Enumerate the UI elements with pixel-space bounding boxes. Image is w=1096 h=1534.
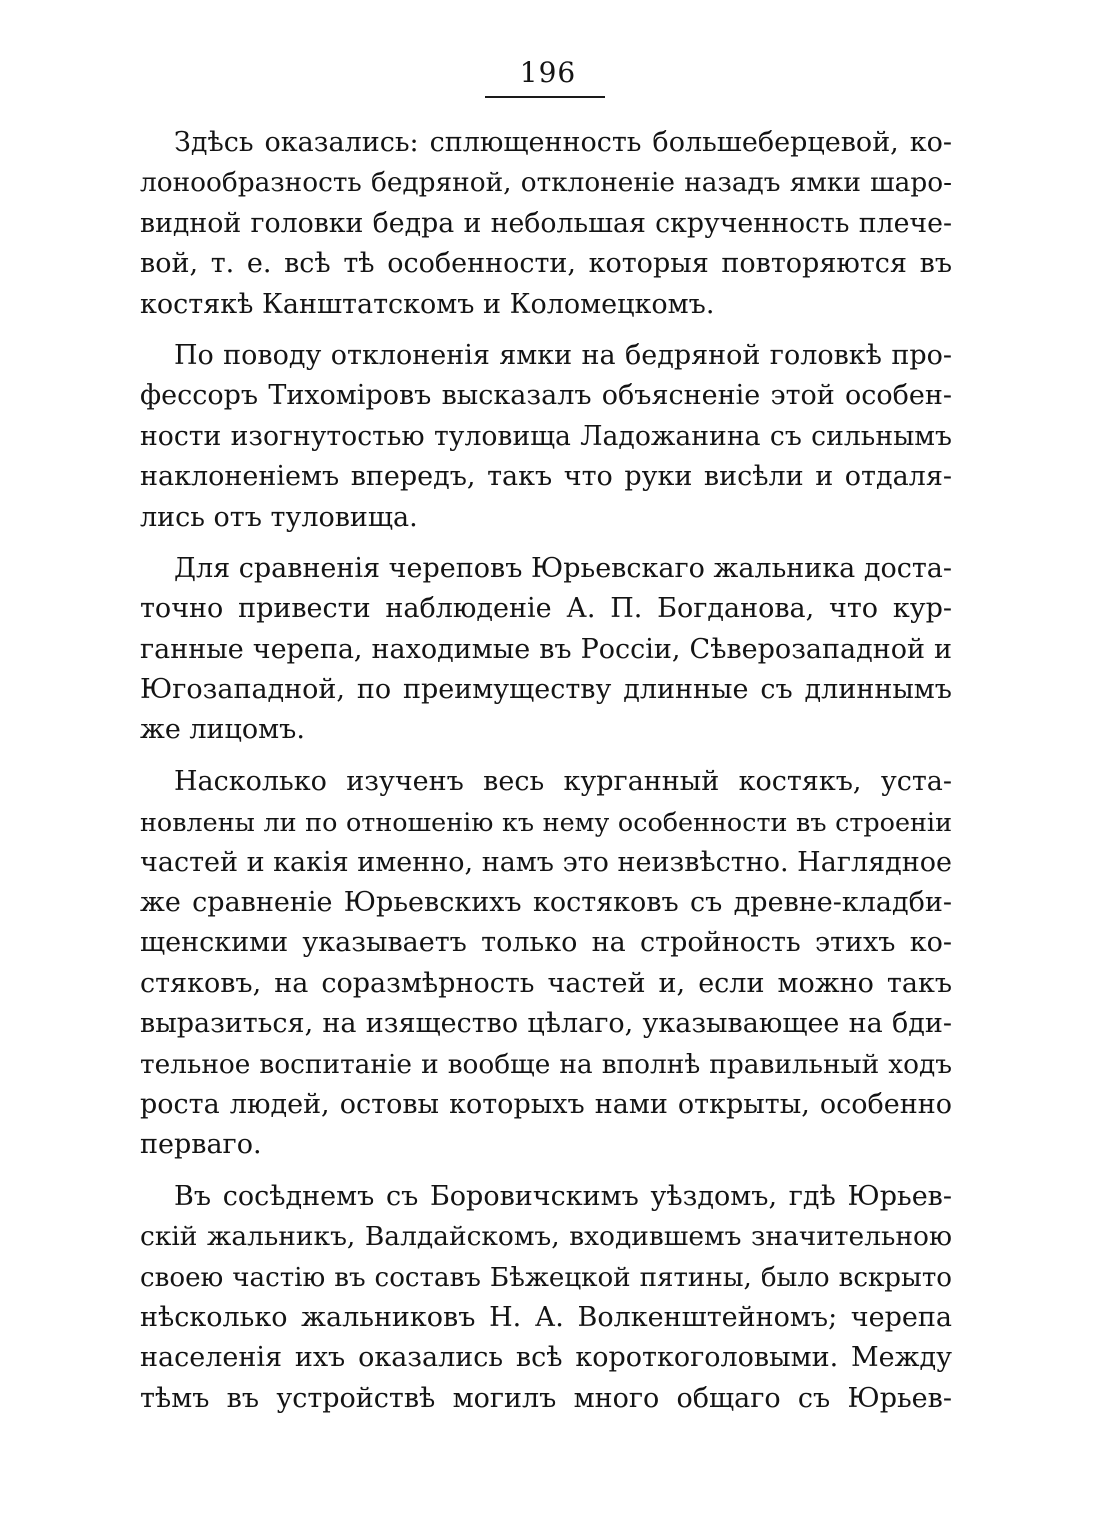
- text-line: выразиться, на изящество цѣлаго, указывающее на бди-: [140, 1008, 952, 1040]
- text-line: же лицомъ.: [140, 714, 305, 746]
- text-line: тельное воспитаніе и вообще на вполнѣ правильный ходъ: [140, 1049, 952, 1080]
- header-rule: [485, 96, 605, 98]
- text-line: наклоненіемъ впередъ, такъ что руки висѣли и отдаля-: [140, 461, 952, 493]
- paragraph: [140, 123, 952, 325]
- text-line: точно привести наблюденіе А. П. Богданова, что кур-: [140, 593, 952, 625]
- paragraph-gap: [140, 1166, 952, 1177]
- text-line: Югозападной, по преимуществу длинные съ длиннымъ: [140, 674, 952, 706]
- text-line: нѣсколько жальниковъ Н. А. Волкенштейномъ; черепа: [140, 1301, 952, 1333]
- paragraph: [140, 762, 952, 1166]
- text-line: роста людей, остовы которыхъ нами открыты, особенно: [140, 1088, 952, 1120]
- text-line: По поводу отклоненія ямки на бедряной головкѣ про-: [174, 339, 952, 371]
- body-text: [140, 123, 952, 1419]
- text-line: же сравненіе Юрьевскихъ костяковъ съ древне-кладби-: [140, 887, 952, 919]
- text-line: Для сравненія череповъ Юрьевскаго жальника доста-: [174, 552, 952, 584]
- text-line: вой, т. е. всѣ тѣ особенности, которыя повторяются въ: [140, 248, 952, 280]
- text-line: Насколько изученъ весь курганный костякъ, уста-: [174, 765, 952, 797]
- text-line: частей и какія именно, намъ это неизвѣстно. Наглядное: [140, 846, 952, 878]
- page-number: 196: [519, 56, 577, 89]
- paragraph: [140, 336, 952, 538]
- paragraph-gap: [140, 751, 952, 762]
- text-line: скій жальникъ, Валдайскомъ, входившемъ значительною: [140, 1221, 952, 1253]
- text-line: ности изогнутостью туловища Ладожанина съ сильнымъ: [140, 420, 952, 452]
- text-line: лонообразность бедряной, отклоненіе назадъ ямки шаро-: [140, 168, 952, 199]
- text-line: перваго.: [140, 1129, 262, 1161]
- text-line: костякѣ Канштатскомъ и Коломецкомъ.: [140, 288, 715, 320]
- text-line: своею частію въ составъ Бѣжецкой пятины, было вскрыто: [140, 1262, 952, 1293]
- text-line: видной головки бедра и небольшая скрученность плече-: [140, 207, 952, 239]
- text-line: новлены ли по отношенію къ нему особенности въ строеніи: [140, 807, 952, 838]
- text-line: стяковъ, на соразмѣрность частей и, если можно такъ: [140, 967, 952, 999]
- text-line: Здѣсь оказались: сплющенность большеберцевой, ко-: [174, 127, 952, 158]
- paragraph: [140, 549, 952, 751]
- text-line: щенскими указываетъ только на стройность этихъ ко-: [140, 927, 952, 959]
- text-line: ганные черепа, находимые въ Россіи, Сѣверозападной и: [140, 633, 952, 665]
- text-line: лись отъ туловища.: [140, 501, 418, 533]
- text-line: Въ сосѣднемъ съ Боровичскимъ уѣздомъ, гдѣ Юрьев-: [174, 1180, 952, 1212]
- paragraph-gap: [140, 538, 952, 549]
- text-line: фессоръ Тихоміровъ высказалъ объясненіе этой особен-: [140, 380, 952, 412]
- text-line: тѣмъ въ устройствѣ могилъ много общаго съ Юрьев-: [140, 1382, 952, 1414]
- text-line: населенія ихъ оказались всѣ короткоголовыми. Между: [140, 1342, 952, 1374]
- paragraph-gap: [140, 325, 952, 336]
- paragraph: [140, 1177, 952, 1419]
